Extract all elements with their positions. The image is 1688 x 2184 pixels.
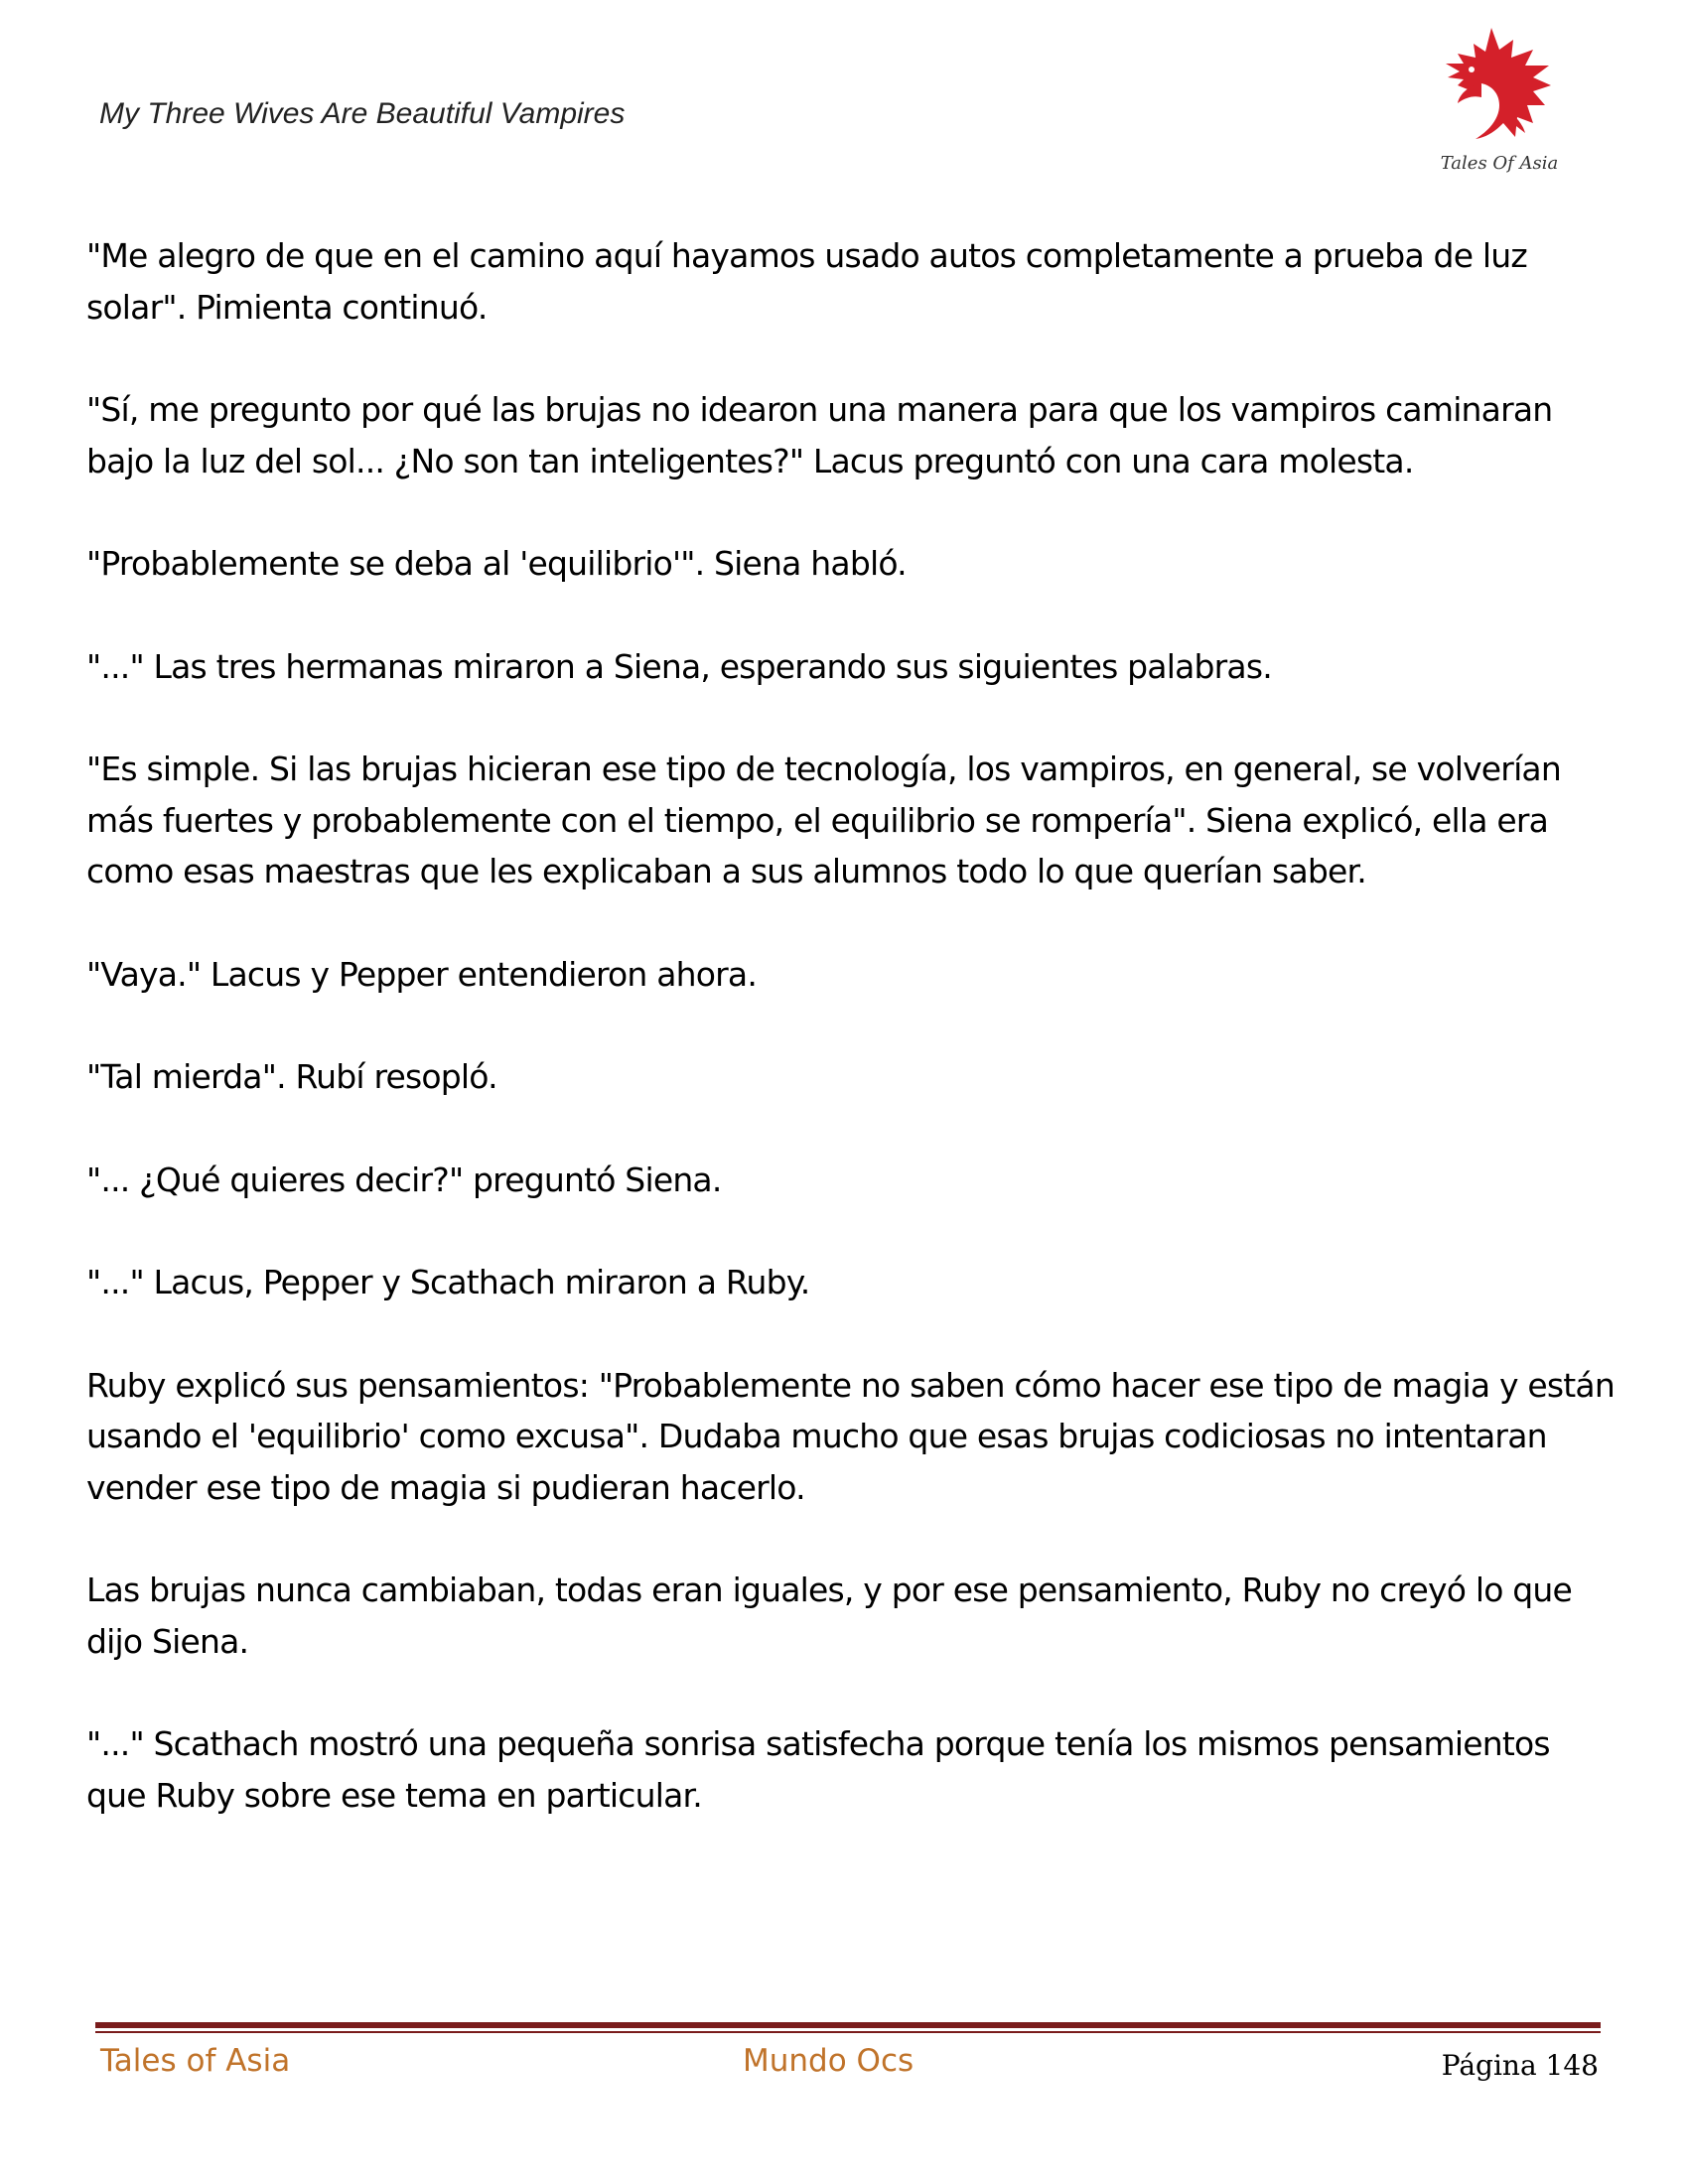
footer-divider-thin xyxy=(95,2031,1601,2033)
paragraph: "Sí, me pregunto por qué las brujas no idearon una manera para que los vampiros caminaran bajo la luz del sol... ¿No son tan inteligentes?" Lacus preguntó con una cara molesta. xyxy=(86,390,1553,480)
footer-divider xyxy=(95,2022,1601,2028)
tales-of-asia-logo xyxy=(1430,20,1569,179)
page-number: Página 148 xyxy=(1441,2049,1599,2082)
book-title: My Three Wives Are Beautiful Vampires xyxy=(99,97,626,130)
chapter-body xyxy=(86,230,1616,1872)
paragraph: "Probablemente se deba al 'equilibrio'". Siena habló. xyxy=(86,544,907,583)
paragraph: "Me alegro de que en el camino aquí hayamos usado autos completamente a prueba de luz solar". Pimienta continuó. xyxy=(86,236,1527,327)
paragraph: "..." Las tres hermanas miraron a Siena, esperando sus siguientes palabras. xyxy=(86,646,1272,686)
paragraph: "... ¿Qué quieres decir?" preguntó Siena. xyxy=(86,1160,722,1199)
paragraph: "Tal mierda". Rubí resopló. xyxy=(86,1057,497,1096)
paragraph: "..." Scathach mostró una pequeña sonrisa satisfecha porque tenía los mismos pensamientos que Ruby sobre ese tema en particular. xyxy=(86,1724,1550,1815)
paragraph: Las brujas nunca cambiaban, todas eran iguales, y por ese pensamiento, Ruby no creyó lo que dijo Siena. xyxy=(86,1570,1573,1661)
paragraph: "Vaya." Lacus y Pepper entendieron ahora. xyxy=(86,954,758,994)
footer-publisher: Tales of Asia xyxy=(100,2043,291,2079)
paragraph: "Es simple. Si las brujas hicieran ese tipo de tecnología, los vampiros, en general, se volverían más fuertes y probablemente con el tiempo, el equilibrio se rompería". Siena explicó, ella era como esas maestras que les explicaban a sus alumnos todo lo que querían saber. xyxy=(86,750,1561,890)
logo-text: Tales Of Asia xyxy=(1440,153,1559,174)
footer-site: Mundo Ocs xyxy=(743,2043,914,2079)
paragraph: "..." Lacus, Pepper y Scathach miraron a Ruby. xyxy=(86,1263,810,1301)
paragraph: Ruby explicó sus pensamientos: "Probablemente no saben cómo hacer ese tipo de magia y están usando el 'equilibrio' como excusa". Dudaba mucho que esas brujas codiciosas no intentaran vender ese tipo de magia si pudieran hacerlo. xyxy=(86,1365,1615,1507)
